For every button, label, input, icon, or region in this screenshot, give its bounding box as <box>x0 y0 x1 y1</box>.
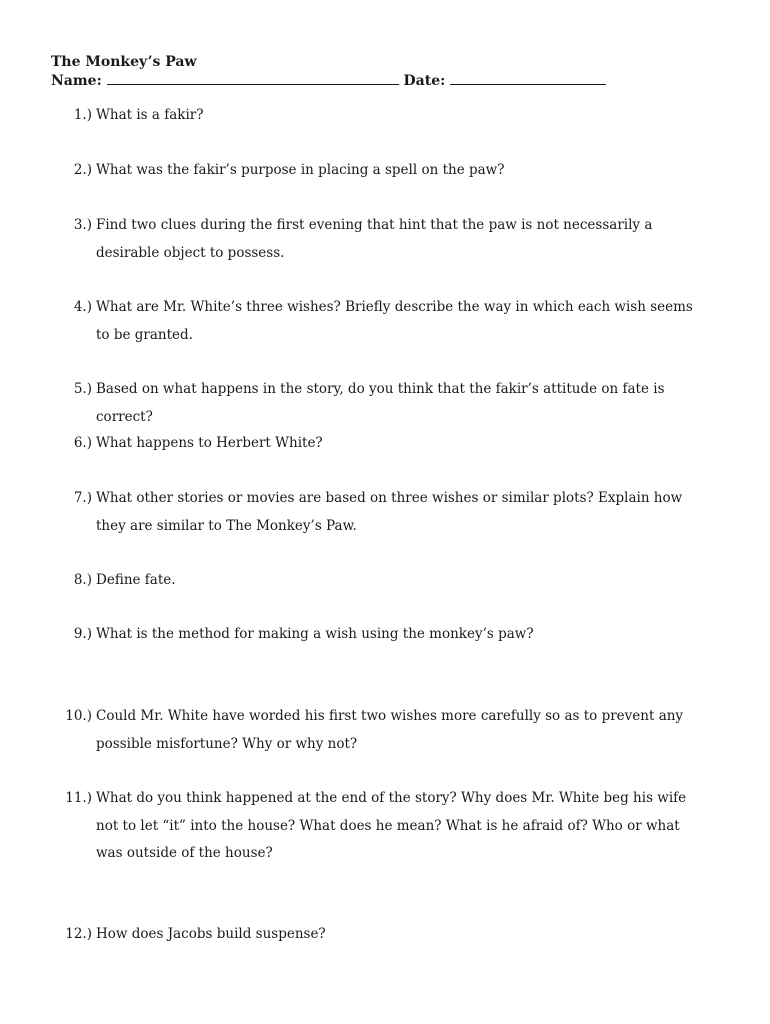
name-blank-line[interactable] <box>107 72 399 85</box>
question-text: What other stories or movies are based on three wishes or similar plots? Explain how they are similar to The Monkey’s Paw. <box>96 490 683 534</box>
question-number: 1.) <box>73 107 92 123</box>
question-text: What are Mr. White’s three wishes? Briefly describe the way in which each wish seems to be granted. <box>96 299 693 343</box>
name-date-row <box>51 72 606 90</box>
question-text: What was the fakir’s purpose in placing a spell on the paw? <box>96 162 505 178</box>
question-number: 9.) <box>73 626 92 642</box>
question-text: How does Jacobs build suspense? <box>96 926 326 942</box>
question-number: 5.) <box>73 381 92 397</box>
date-label: Date: <box>403 73 446 89</box>
question-text: What happens to Herbert White? <box>96 435 323 451</box>
question-number: 8.) <box>73 572 92 588</box>
question-text: Define fate. <box>96 572 176 588</box>
name-label: Name: <box>51 73 102 89</box>
question-number: 11.) <box>65 790 92 806</box>
date-blank-line[interactable] <box>450 72 606 85</box>
question-number: 6.) <box>73 435 92 451</box>
question-number: 7.) <box>73 490 92 506</box>
question-text: What is a fakir? <box>96 107 204 123</box>
question-text: What is the method for making a wish using the monkey’s paw? <box>96 626 534 642</box>
question-text: Could Mr. White have worded his first two wishes more carefully so as to prevent any possible misfortune? Why or why not? <box>96 708 684 752</box>
question-number: 2.) <box>73 162 92 178</box>
question-number: 4.) <box>73 299 92 315</box>
question-text: What do you think happened at the end of the story? Why does Mr. White beg his wife not to let “it” into the house? What does he mean? What is he afraid of? Who or what was outside of the house? <box>96 790 687 861</box>
question-text: Based on what happens in the story, do you think that the fakir’s attitude on fate is correct? <box>96 381 665 425</box>
page-title: The Monkey’s Paw <box>51 54 197 70</box>
question-number: 3.) <box>73 217 92 233</box>
question-text: Find two clues during the first evening that hint that the paw is not necessarily a desirable object to possess. <box>96 217 653 261</box>
question-number: 10.) <box>65 708 92 724</box>
question-number: 12.) <box>65 926 92 942</box>
